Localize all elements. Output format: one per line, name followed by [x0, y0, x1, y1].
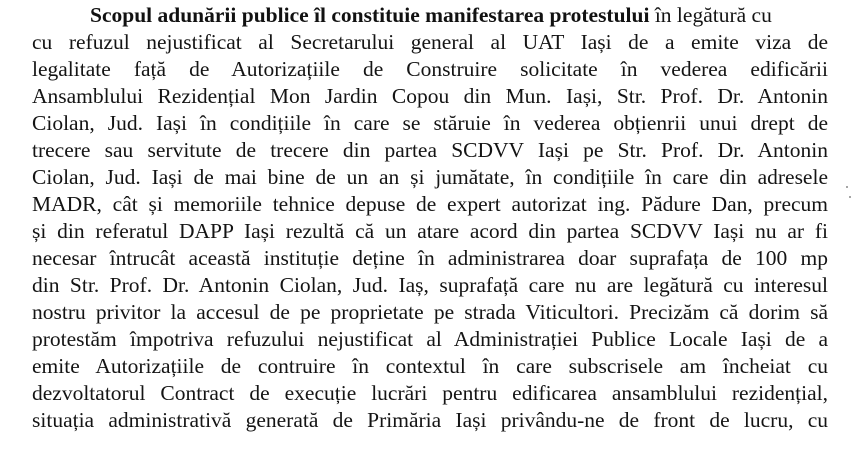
text-line: situația administrativă generată de Primăria Iași privându-ne de front de lucru, cu [32, 408, 828, 432]
text-line: legalitate față de Autorizațiile de Construire solicitate în vederea edificării [32, 57, 828, 81]
text-line: Ciolan, Jud. Iași de mai bine de un an și jumătate, în condițiile în care din adresele [32, 165, 828, 189]
text-line: cu refuzul nejustificat al Secretarului general al UAT Iași de a emite viza de [32, 30, 828, 54]
lead-rest-text: în legătură cu [649, 3, 772, 27]
text-line: MADR, cât și memoriile tehnice depuse de expert autorizat ing. Pădure Dan, precum [32, 192, 828, 216]
text-line: dezvoltatorul Contract de execuție lucrări pentru edificarea ansamblului rezidențial, [32, 381, 828, 405]
text-line: nostru privitor la accesul de pe proprietate pe strada Viticultori. Precizăm că dorim să [32, 300, 828, 324]
text-line: necesar întrucât această instituție deține în administrarea doar suprafața de 100 mp [32, 246, 828, 270]
text-line: emite Autorizațiile de contruire în contextul în care subscrisele am încheiat cu [32, 354, 828, 378]
text-line: Ciolan, Jud. Iași în condițiile în care se stăruie în vederea obțienrii unui drept de [32, 111, 828, 135]
text-line: trecere sau servitute de trecere din partea SCDVV Iași pe Str. Prof. Dr. Antonin [32, 138, 828, 162]
text-line: și din referatul DAPP Iași rezultă că un atare acord din partea SCDVV Iași nu ar fi [32, 219, 828, 243]
scan-speck [849, 196, 851, 198]
text-line: protestăm împotriva refuzului nejustificat al Administrației Publice Locale Iași de a [32, 327, 828, 351]
text-line: Ansamblului Rezidențial Mon Jardin Copou din Mun. Iași, Str. Prof. Dr. Antonin [32, 84, 828, 108]
text-line: din Str. Prof. Dr. Antonin Ciolan, Jud. Iaș, suprafață care nu are legătură cu interesul [32, 273, 828, 297]
scan-speck [846, 186, 848, 188]
paragraph-first-line [90, 2, 828, 29]
lead-bold-text: Scopul adunării publice îl constituie manifestarea protestului [90, 3, 650, 27]
